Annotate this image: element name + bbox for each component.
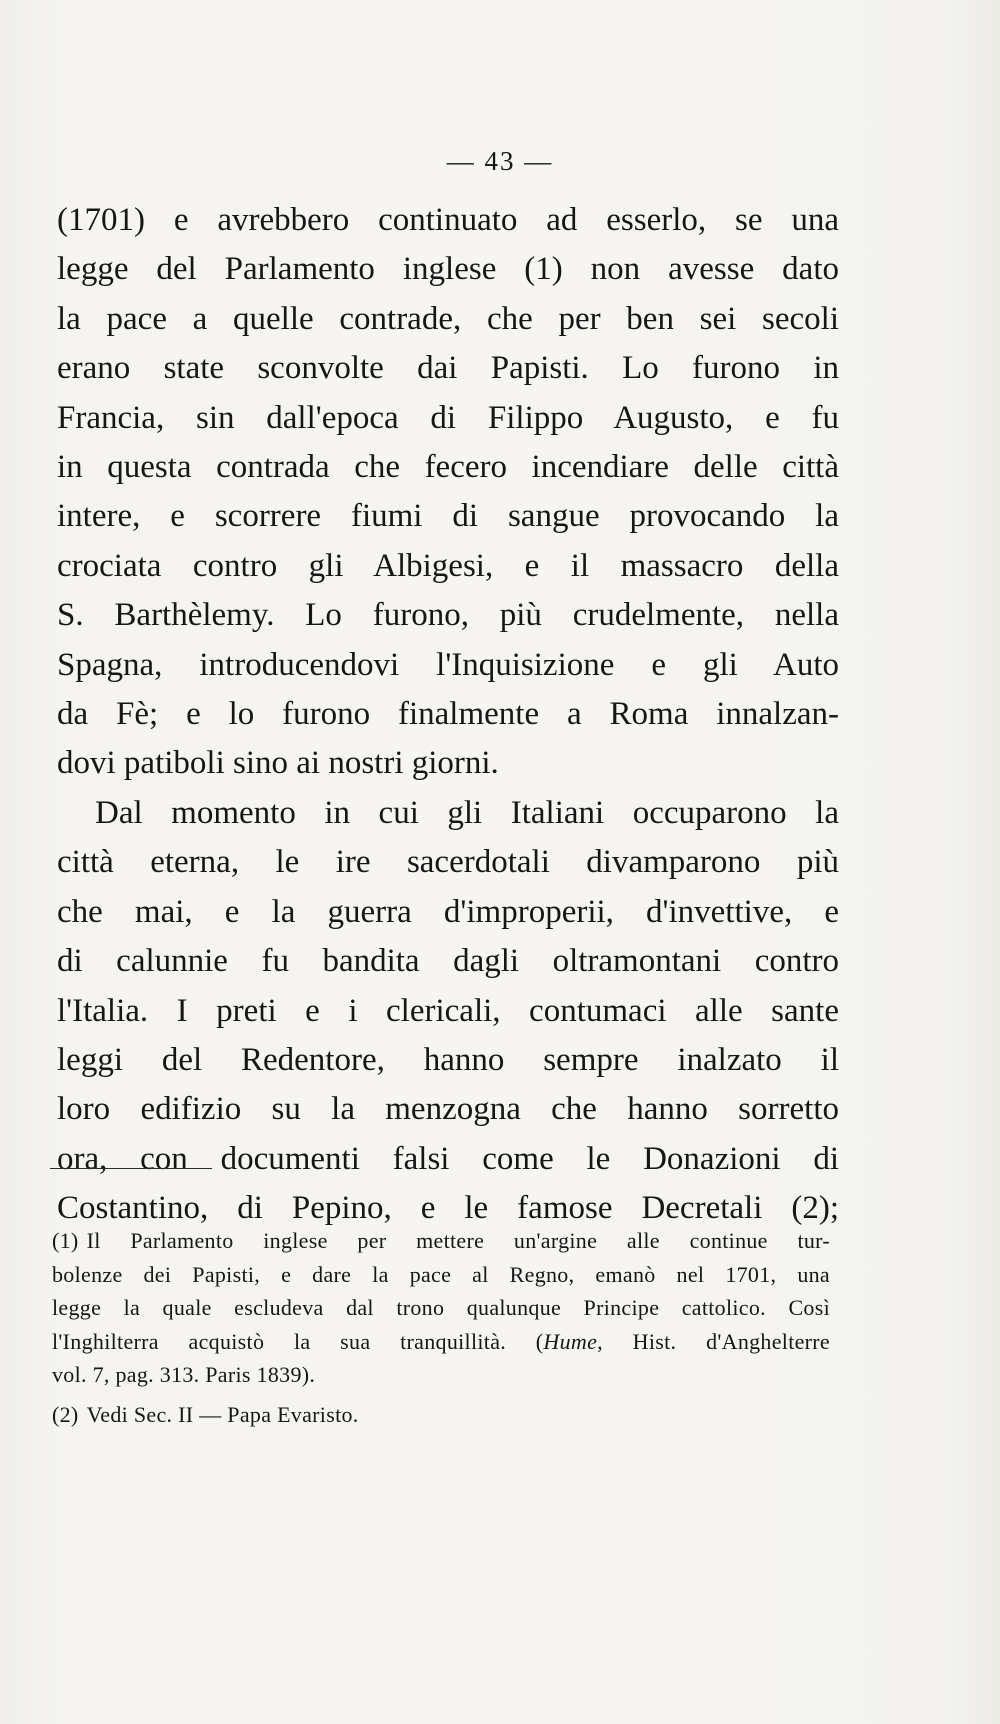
cited-author: Hume xyxy=(543,1328,598,1354)
text-line: crociata contro gli Albigesi, e il massacro della xyxy=(57,547,839,584)
footnote-marker: (1) xyxy=(52,1228,79,1253)
text-line: di calunnie fu bandita dagli oltramontani contro xyxy=(57,943,839,980)
footnote-text: , Hist. d'Anghelterre xyxy=(597,1328,830,1354)
text-line: S. Barthèlemy. Lo furono, più crudelmente, nella xyxy=(57,597,839,634)
footnotes xyxy=(52,1224,830,1431)
text-line: Dal momento in cui gli Italiani occuparono la xyxy=(95,794,839,831)
footnote-line xyxy=(52,1224,830,1258)
footnote-1 xyxy=(52,1224,830,1392)
text-line: leggi del Redentore, hanno sempre inalzato il xyxy=(57,1041,839,1078)
footnote-line: legge la quale escludeva dal trono qualunque Principe cattolico. Così xyxy=(52,1295,830,1320)
text-line: Francia, sin dall'epoca di Filippo Augusto, e fu xyxy=(57,399,839,436)
text-line: erano state sconvolte dai Papisti. Lo furono in xyxy=(57,350,839,387)
footnote-line xyxy=(52,1398,830,1432)
text-line: da Fè; e lo furono finalmente a Roma innalzan- xyxy=(57,696,839,733)
text-line: Spagna, introducendovi l'Inquisizione e gli Auto xyxy=(57,646,839,683)
text-line: ora, con documenti falsi come le Donazioni di xyxy=(57,1140,839,1177)
text-line: intere, e scorrere fiumi di sangue provocando la xyxy=(57,498,839,535)
main-text xyxy=(57,196,839,1234)
text-line: dovi patiboli sino ai nostri giorni. xyxy=(57,745,499,782)
text-line: la pace a quelle contrade, che per ben sei secoli xyxy=(57,300,839,337)
footnote-line xyxy=(52,1325,830,1359)
text-line: legge del Parlamento inglese (1) non avesse dato xyxy=(57,251,839,288)
footnote-line: bolenze dei Papisti, e dare la pace al Regno, emanò nel 1701, una xyxy=(52,1261,830,1287)
text-line: città eterna, le ire sacerdotali divamparono più xyxy=(57,844,839,881)
footnote-divider xyxy=(50,1168,212,1169)
text-line: loro edifizio su la menzogna che hanno sorretto xyxy=(57,1091,839,1128)
footnote-text: Vedi Sec. II — Papa Evaristo. xyxy=(86,1401,359,1427)
text-line: l'Italia. I preti e i clericali, contumaci alle sante xyxy=(57,992,839,1029)
text-line: Costantino, di Pepino, e le famose Decretali (2); xyxy=(57,1190,839,1227)
text-line: in questa contrada che fecero incendiare delle città xyxy=(57,449,839,486)
footnote-text: l'Inghilterra acquistò la sua tranquillità. ( xyxy=(52,1328,544,1354)
footnote-marker: (2) xyxy=(52,1401,79,1427)
text-line: che mai, e la guerra d'improperii, d'invettive, e xyxy=(57,893,839,930)
footnote-text: Il Parlamento inglese per mettere un'argine alle continue tur- xyxy=(86,1228,830,1253)
footnote-2 xyxy=(52,1398,830,1432)
footnote-line: vol. 7, pag. 313. Paris 1839). xyxy=(52,1362,316,1387)
text-line: (1701) e avrebbero continuato ad esserlo, se una xyxy=(57,202,839,238)
page-number: — 43 — xyxy=(446,146,554,176)
